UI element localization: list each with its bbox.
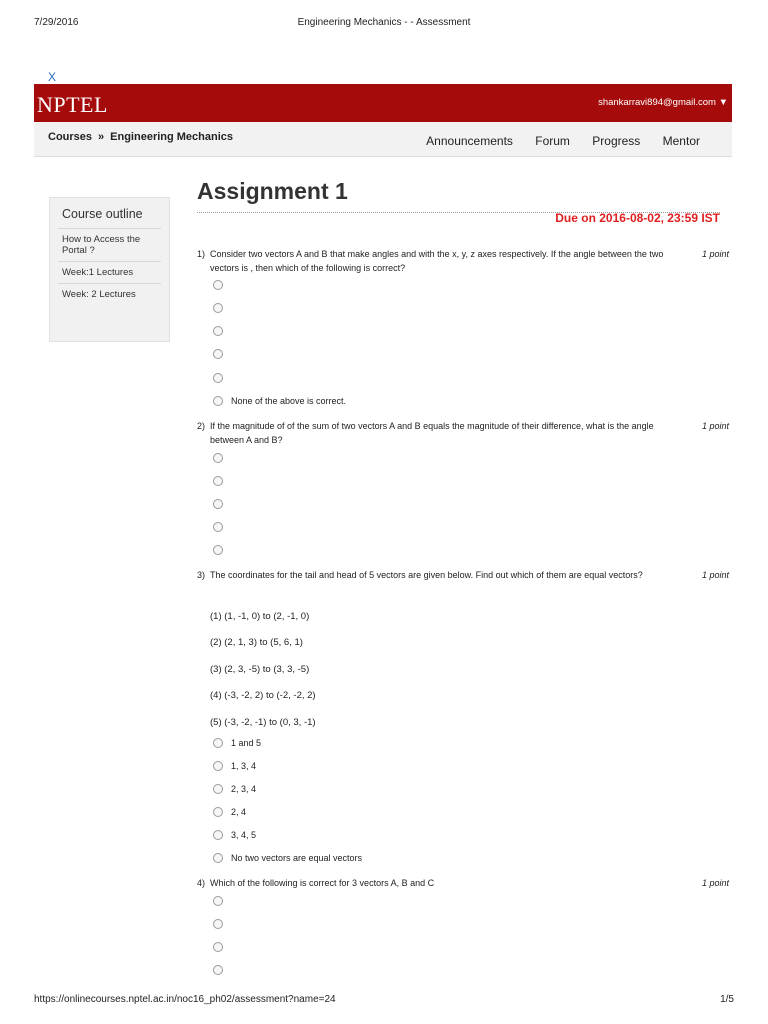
vector-2: (2) (2, 1, 3) to (5, 6, 1)	[210, 637, 303, 648]
radio-button[interactable]	[213, 853, 223, 863]
user-menu[interactable]: shankarravi894@gmail.com ▼	[598, 97, 728, 108]
menu-mentor[interactable]: Mentor	[662, 134, 700, 148]
radio-button[interactable]	[213, 942, 223, 952]
radio-button[interactable]	[213, 280, 223, 290]
q4-option-3	[213, 941, 231, 953]
question-points: 1 point	[701, 878, 729, 888]
question-3	[197, 569, 729, 583]
question-points: 1 point	[701, 421, 729, 431]
breadcrumb-course[interactable]: Engineering Mechanics	[110, 131, 234, 143]
print-footer	[0, 994, 768, 1008]
radio-button[interactable]	[213, 830, 223, 840]
radio-button[interactable]	[213, 453, 223, 463]
q2-option-5	[213, 544, 231, 556]
sidebar-item-access-portal[interactable]: How to Access the Portal ?	[58, 229, 161, 262]
q1-option-1	[213, 279, 231, 291]
question-2	[197, 420, 729, 447]
option-label: 2, 4	[231, 806, 247, 817]
q3-option-6	[213, 852, 362, 864]
sidebar-item-week1[interactable]: Week:1 Lectures	[58, 262, 161, 284]
question-number: 3)	[197, 570, 206, 580]
question-points: 1 point	[701, 570, 729, 580]
sidebar-title: Course outline	[62, 207, 143, 221]
vector-1: (1) (1, -1, 0) to (2, -1, 0)	[210, 611, 310, 622]
question-4	[197, 877, 729, 891]
radio-button[interactable]	[213, 896, 223, 906]
course-outline-sidebar	[49, 197, 170, 342]
option-label: 2, 3, 4	[231, 783, 257, 794]
q1-option-2	[213, 302, 231, 314]
menu-forum[interactable]: Forum	[535, 134, 570, 148]
q2-option-4	[213, 521, 231, 533]
radio-button[interactable]	[213, 349, 223, 359]
radio-button[interactable]	[213, 499, 223, 509]
print-url: https://onlinecourses.nptel.ac.in/noc16_ph02/assessment?name=24	[34, 994, 336, 1005]
q4-option-1	[213, 895, 231, 907]
question-number: 1)	[197, 249, 206, 259]
radio-button[interactable]	[213, 303, 223, 313]
sidebar-item-week2[interactable]: Week: 2 Lectures	[62, 289, 136, 300]
radio-button[interactable]	[213, 326, 223, 336]
option-label: None of the above is correct.	[231, 395, 347, 406]
vector-5: (5) (-3, -2, -1) to (0, 3, -1)	[210, 717, 316, 728]
breadcrumb	[48, 131, 233, 143]
question-text: Consider two vectors A and B that make angles and with the x, y, z axes respectively. If the angle between the two vectors is , then which of the following is correct?	[210, 249, 664, 273]
question-points: 1 point	[701, 249, 729, 259]
course-menu	[407, 134, 700, 148]
due-date: Due on 2016-08-02, 23:59 IST	[555, 211, 720, 225]
question-number: 4)	[197, 878, 206, 888]
option-label: 1, 3, 4	[231, 760, 257, 771]
print-date: 7/29/2016	[34, 17, 79, 28]
print-header	[0, 17, 768, 31]
radio-button[interactable]	[213, 919, 223, 929]
menu-progress[interactable]: Progress	[592, 134, 641, 148]
q3-option-4	[213, 806, 246, 818]
q3-option-1	[213, 737, 261, 749]
print-page-number: 1/5	[720, 994, 734, 1005]
site-header	[34, 84, 732, 122]
option-label: 3, 4, 5	[231, 829, 257, 840]
breadcrumb-courses[interactable]: Courses	[48, 131, 93, 143]
q2-option-1	[213, 452, 231, 464]
option-label: 1 and 5	[231, 737, 262, 748]
q1-option-5	[213, 372, 231, 384]
question-number: 2)	[197, 421, 206, 431]
menu-announcements[interactable]: Announcements	[426, 134, 513, 148]
radio-button[interactable]	[213, 965, 223, 975]
question-1	[197, 248, 729, 275]
question-text: If the magnitude of of the sum of two vectors A and B equals the magnitude of their difference, what is the angle between A and B?	[210, 421, 654, 445]
q1-option-6	[213, 395, 346, 407]
q1-option-3	[213, 325, 231, 337]
course-navbar	[34, 122, 732, 157]
q1-option-4	[213, 348, 231, 360]
q3-option-5	[213, 829, 256, 841]
vector-3: (3) (2, 3, -5) to (3, 3, -5)	[210, 664, 310, 675]
radio-button[interactable]	[213, 807, 223, 817]
nptel-logo[interactable]: NPTEL	[37, 92, 108, 117]
q3-option-2	[213, 760, 256, 772]
q2-option-2	[213, 475, 231, 487]
radio-button[interactable]	[213, 784, 223, 794]
q2-option-3	[213, 498, 231, 510]
question-text: Which of the following is correct for 3 vectors A, B and C	[210, 878, 435, 888]
radio-button[interactable]	[213, 373, 223, 383]
breadcrumb-separator: »	[98, 131, 105, 143]
option-label: No two vectors are equal vectors	[231, 852, 363, 863]
radio-button[interactable]	[213, 396, 223, 406]
print-title: Engineering Mechanics - - Assessment	[297, 17, 471, 28]
q4-option-4	[213, 964, 231, 976]
q3-option-3	[213, 783, 256, 795]
radio-button[interactable]	[213, 761, 223, 771]
page-title: Assignment 1	[197, 178, 348, 204]
q4-option-2	[213, 918, 231, 930]
radio-button[interactable]	[213, 522, 223, 532]
radio-button[interactable]	[213, 545, 223, 555]
question-text: The coordinates for the tail and head of 5 vectors are given below. Find out which of them are equal vectors?	[210, 570, 643, 580]
vector-4: (4) (-3, -2, 2) to (-2, -2, 2)	[210, 690, 316, 701]
close-button[interactable]: X	[48, 70, 57, 84]
radio-button[interactable]	[213, 476, 223, 486]
radio-button[interactable]	[213, 738, 223, 748]
